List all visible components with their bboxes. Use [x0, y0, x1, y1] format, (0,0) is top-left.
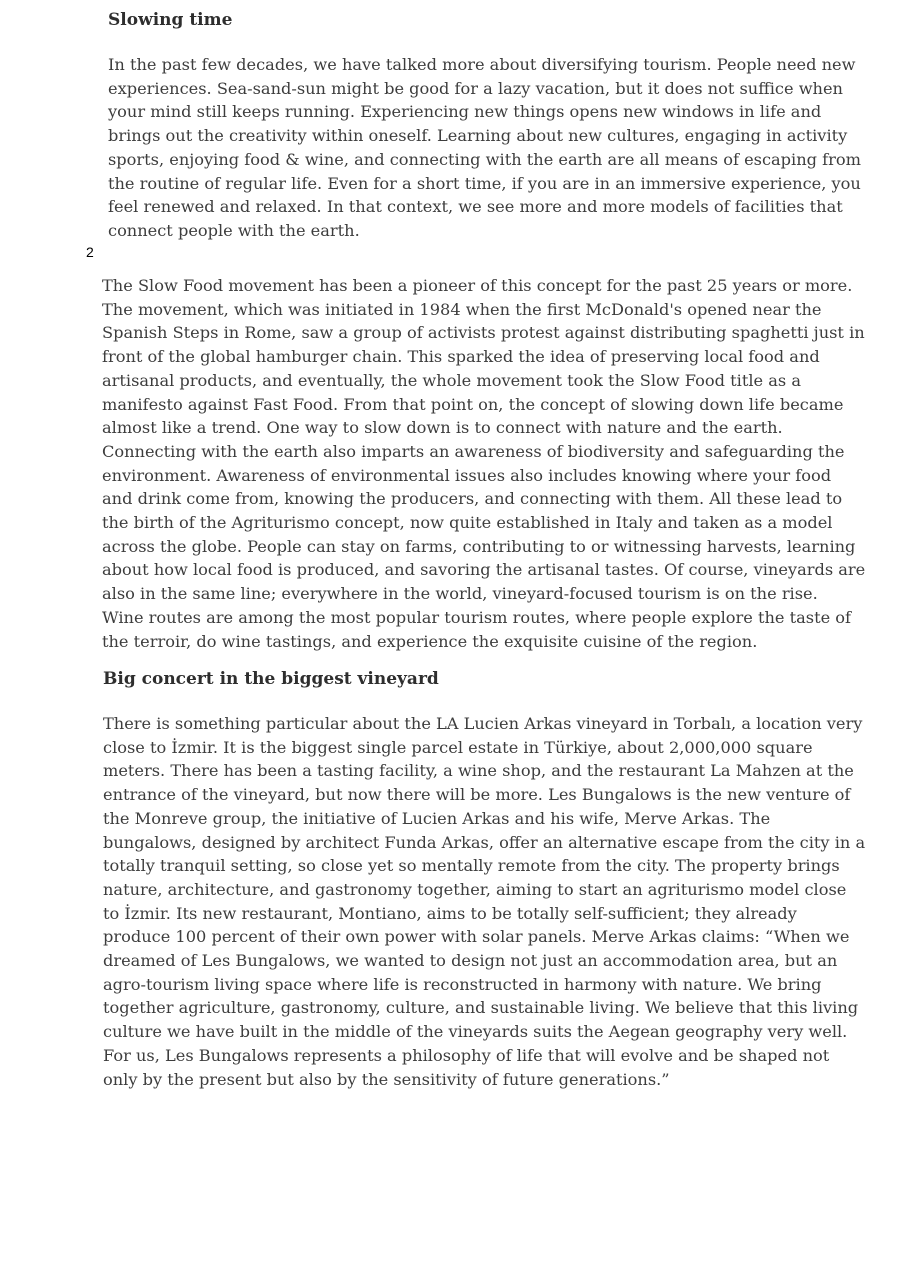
text-line: the birth of the Agriturismo concept, now quite established in Italy and taken as a model [102, 513, 833, 533]
text-line: brings out the creativity within oneself. Learning about new cultures, engaging in activity [108, 126, 848, 146]
text-line: Connecting with the earth also imparts an awareness of biodiversity and safeguarding the [102, 441, 845, 461]
text-line: dreamed of Les Bungalows, we wanted to design not just an accommodation area, but an [103, 951, 838, 971]
text-line: The Slow Food movement has been a pioneer of this concept for the past 25 years or more. [102, 276, 853, 295]
text-line: manifesto against Fast Food. From that point on, the concept of slowing down life became [102, 394, 844, 414]
text-line: about how local food is produced, and savoring the artisanal tastes. Of course, vineyards are [102, 560, 866, 580]
text-line: totally tranquil setting, so close yet so mentally remote from the city. The property brings [103, 856, 840, 876]
text-line: bungalows, designed by architect Funda Arkas, offer an alternative escape from the city in a [103, 832, 866, 852]
page-number: 2 [86, 244, 94, 260]
text-line: environment. Awareness of environmental issues also includes knowing where your food [102, 465, 832, 485]
paragraph-big-concert [103, 712, 865, 1091]
text-line: artisanal products, and eventually, the whole movement took the Slow Food title as a [102, 370, 801, 390]
text-line: There is something particular about the LA Lucien Arkas vineyard in Torbalı, a location very [103, 714, 863, 733]
text-line: meters. There has been a tasting facility, a wine shop, and the restaurant La Mahzen at the [103, 761, 854, 781]
text-line: the Monreve group, the initiative of Lucien Arkas and his wife, Merve Arkas. The [103, 808, 771, 828]
text-line: sports, enjoying food & wine, and connecting with the earth are all means of escaping from [108, 149, 861, 169]
text-line: culture we have built in the middle of the vineyards suits the Aegean geography very well. [103, 1022, 848, 1042]
text-line: connect people with the earth. [108, 220, 360, 240]
text-line: only by the present but also by the sensitivity of future generations.” [103, 1069, 670, 1089]
heading-big-concert: Big concert in the biggest vineyard [103, 669, 439, 689]
text-line: Spanish Steps in Rome, saw a group of activists protest against distributing spaghetti just in [102, 323, 865, 343]
text-line: produce 100 percent of their own power with solar panels. Merve Arkas claims: “When we [103, 927, 850, 947]
text-line: the terroir, do wine tastings, and experience the exquisite cuisine of the region. [102, 631, 758, 651]
text-line: together agriculture, gastronomy, culture, and sustainable living. We believe that this living [103, 998, 859, 1018]
text-line: In the past few decades, we have talked more about diversifying tourism. People need new [108, 55, 856, 74]
paragraph-slowing-time [108, 53, 861, 243]
paragraph-slow-food [102, 274, 865, 653]
text-line: almost like a trend. One way to slow down is to connect with nature and the earth. [102, 418, 783, 438]
text-line: Wine routes are among the most popular tourism routes, where people explore the taste of [102, 607, 852, 627]
text-line: front of the global hamburger chain. This sparked the idea of preserving local food and [102, 347, 820, 367]
text-line: your mind still keeps running. Experiencing new things opens new windows in life and [108, 102, 822, 122]
text-line: agro-tourism living space where life is reconstructed in harmony with nature. We bring [103, 974, 822, 994]
text-line: feel renewed and relaxed. In that context, we see more and more models of facilities that [108, 197, 843, 217]
text-line: The movement, which was initiated in 1984 when the first McDonald's opened near the [102, 299, 822, 319]
text-line: experiences. Sea-sand-sun might be good for a lazy vacation, but it does not suffice when [108, 78, 843, 98]
text-line: entrance of the vineyard, but now there will be more. Les Bungalows is the new venture of [103, 785, 851, 805]
heading-slowing-time: Slowing time [108, 10, 233, 30]
text-line: nature, architecture, and gastronomy together, aiming to start an agriturismo model close [103, 879, 847, 899]
text-line: to İzmir. Its new restaurant, Montiano, aims to be totally self-sufficient; they already [103, 903, 797, 923]
text-line: and drink come from, knowing the producers, and connecting with them. All these lead to [102, 489, 843, 509]
text-line: close to İzmir. It is the biggest single parcel estate in Türkiye, about 2,000,000 square [103, 737, 813, 757]
text-line: across the globe. People can stay on farms, contributing to or witnessing harvests, learning [102, 536, 856, 556]
text-line: For us, Les Bungalows represents a philosophy of life that will evolve and be shaped not [103, 1045, 830, 1065]
text-line: the routine of regular life. Even for a short time, if you are in an immersive experience, you [108, 173, 861, 193]
text-line: also in the same line; everywhere in the world, vineyard-focused tourism is on the rise. [102, 584, 818, 604]
